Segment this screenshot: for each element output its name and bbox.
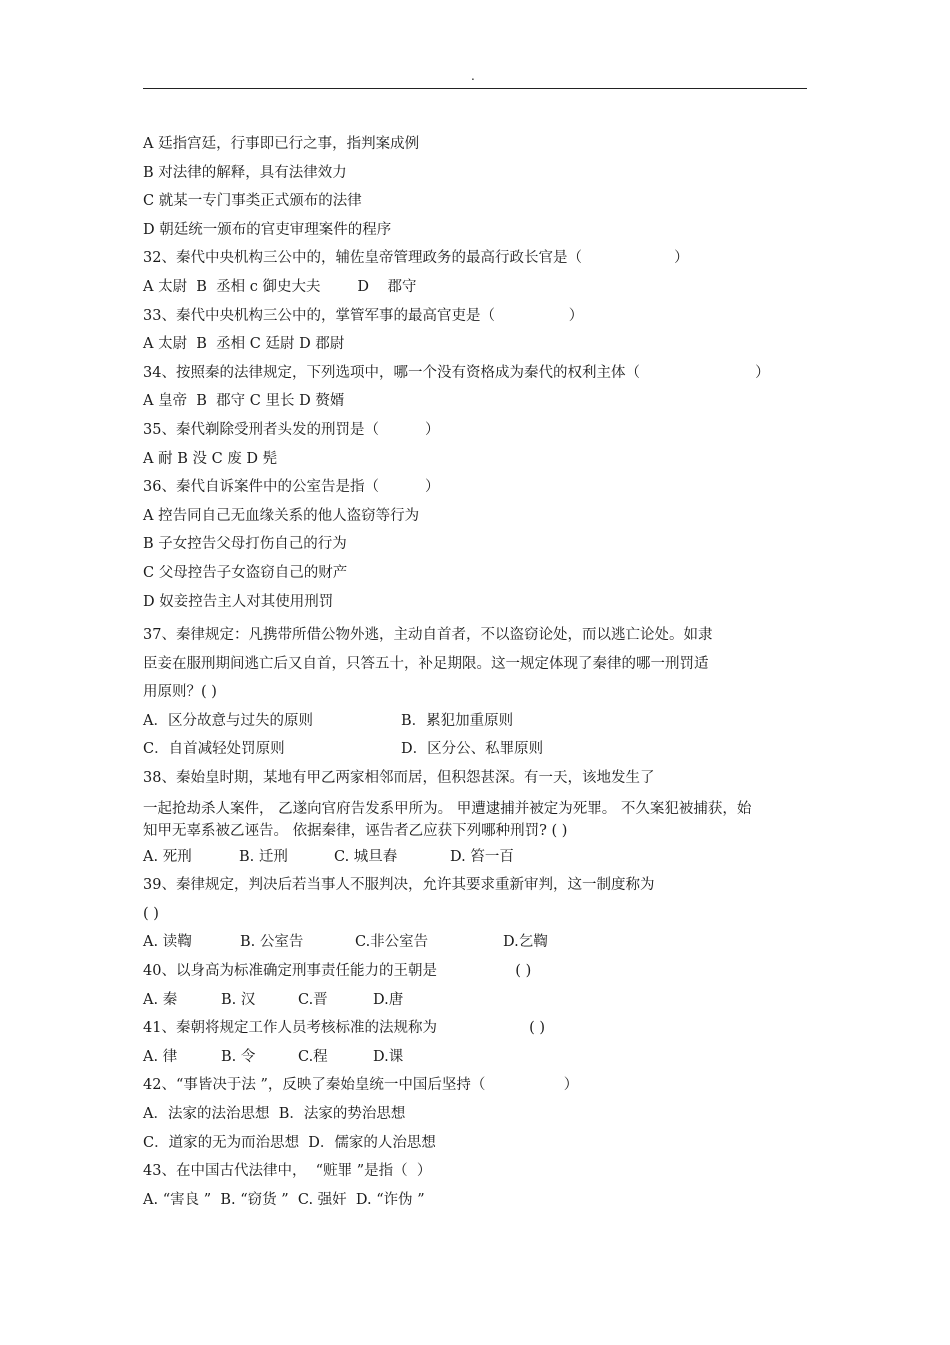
options-35: A 耐 B 没 C 废 D 髡 [143,450,278,467]
option-a: A. 死刑 [143,848,192,865]
option-line: B 子女控告父母打伤自己的行为 [143,536,347,553]
question-38-line: 一起抢劫杀人案件， 乙遂向官府告发系甲所为。 甲遭逮捕并被定为死罪。 不久案犯被捕获，始 [143,800,752,817]
option-a: A. 秦 [143,991,178,1008]
option-b: B. 迁刑 [239,848,288,865]
option-line: A 廷指宫廷，行事即已行之事，指判案成例 [143,136,420,152]
header-rule [143,88,807,89]
options-37-row [143,707,815,736]
question-40: 40、以身高为标准确定刑事责任能力的王朝是 ( ) [143,963,532,980]
question-37-line: 臣妾在服刑期间逃亡后又自首，只答五十，补足期限。这一规定体现了秦律的哪一刑罚适 [143,655,709,672]
option-line: C 就某一专门事类正式颁布的法律 [143,193,362,210]
question-38-line: 知甲无辜系被乙诬告。 依据秦律，诬告者乙应获下列哪种刑罚? ( ) [143,823,568,840]
options-37-row [143,735,815,764]
options-41-row [143,1043,815,1072]
question-38-lead: 38、秦始皇时期，某地有甲乙两家相邻而居，但积怨甚深。有一天，该地发生了 [143,770,655,787]
options-42-line: C．道家的无为而治思想 D．儒家的人治思想 [143,1134,436,1151]
option-c: C. 城旦舂 [334,848,398,865]
option-a: A．区分故意与过失的原则 [143,712,313,729]
question-42: 42、“事皆决于法 ”，反映了秦始皇统一中国后坚持（ ） [143,1077,579,1094]
option-line: A 控告同自己无血缘关系的他人盗窃等行为 [143,507,420,524]
option-c: C．自首减轻处罚原则 [143,741,285,758]
option-line: D 朝廷统一颁布的官吏审理案件的程序 [143,221,392,238]
option-a: A. 读鞫 [143,934,192,951]
question-36: 36、秦代自诉案件中的公室告是指（ ） [143,479,440,496]
options-40-row [143,986,815,1015]
option-d: D.唐 [373,991,404,1008]
question-43: 43、在中国古代法律中， “赃罪 ”是指（ ） [143,1163,432,1180]
question-34: 34、按照秦的法律规定，下列选项中，哪一个没有资格成为秦代的权利主体（ ） [143,364,770,381]
question-37-line: 用原则？( ) [143,684,217,701]
question-39-line: ( ) [143,905,159,922]
question-35: 35、秦代剃除受刑者头发的刑罚是（ ） [143,421,440,438]
option-c: C.程 [298,1048,328,1065]
options-43-line: A. “害良 ” B. “窃货 ” C. 强奸 D. “诈伪 ” [143,1191,425,1208]
option-b: B. 令 [221,1048,256,1065]
option-b: B. 公室告 [240,934,304,951]
option-b: B. 汉 [221,991,256,1008]
option-d: D.乞鞫 [503,934,548,951]
options-42-line: A．法家的法治思想 B．法家的势治思想 [143,1106,406,1122]
option-c: C.非公室告 [355,934,429,951]
header-mark: . [471,69,475,83]
question-39-line: 39、秦律规定，判决后若当事人不服判决，允许其要求重新审判，这一制度称为 [143,877,655,894]
option-d: D.课 [373,1048,404,1065]
question-33: 33、秦代中央机构三公中的，掌管军事的最高官吏是（ ） [143,307,584,324]
option-d: D．区分公、私罪原则 [401,741,544,758]
option-line: D 奴妾控告主人对其使用刑罚 [143,593,334,610]
options-34: A 皇帝 B 郡守 C 里长 D 赘婿 [143,393,345,410]
question-41: 41、秦朝将规定工作人员考核标准的法规称为 ( ) [143,1020,546,1037]
option-c: C.晋 [298,991,328,1008]
option-b: B．累犯加重原则 [401,712,514,729]
question-37-line: 37、秦律规定：凡携带所借公物外逃，主动自首者，不以盗窃论处，而以逃亡论处。如隶 [143,627,713,644]
question-32: 32、秦代中央机构三公中的，辅佐皇帝管理政务的最高行政长官是（ ） [143,250,689,267]
options-39-row [143,928,815,957]
option-d: D. 笞一百 [450,848,514,865]
options-33: A 太尉 B 丞相 C 廷尉 D 郡尉 [143,336,345,353]
option-a: A. 律 [143,1048,178,1065]
option-line: B 对法律的解释，具有法律效力 [143,164,347,181]
question-content [143,130,815,1214]
option-line: C 父母控告子女盗窃自己的财产 [143,564,348,581]
options-32: A 太尉 B 丞相 c 御史大夫 D 郡守 [143,278,417,295]
options-38-row [143,843,815,872]
